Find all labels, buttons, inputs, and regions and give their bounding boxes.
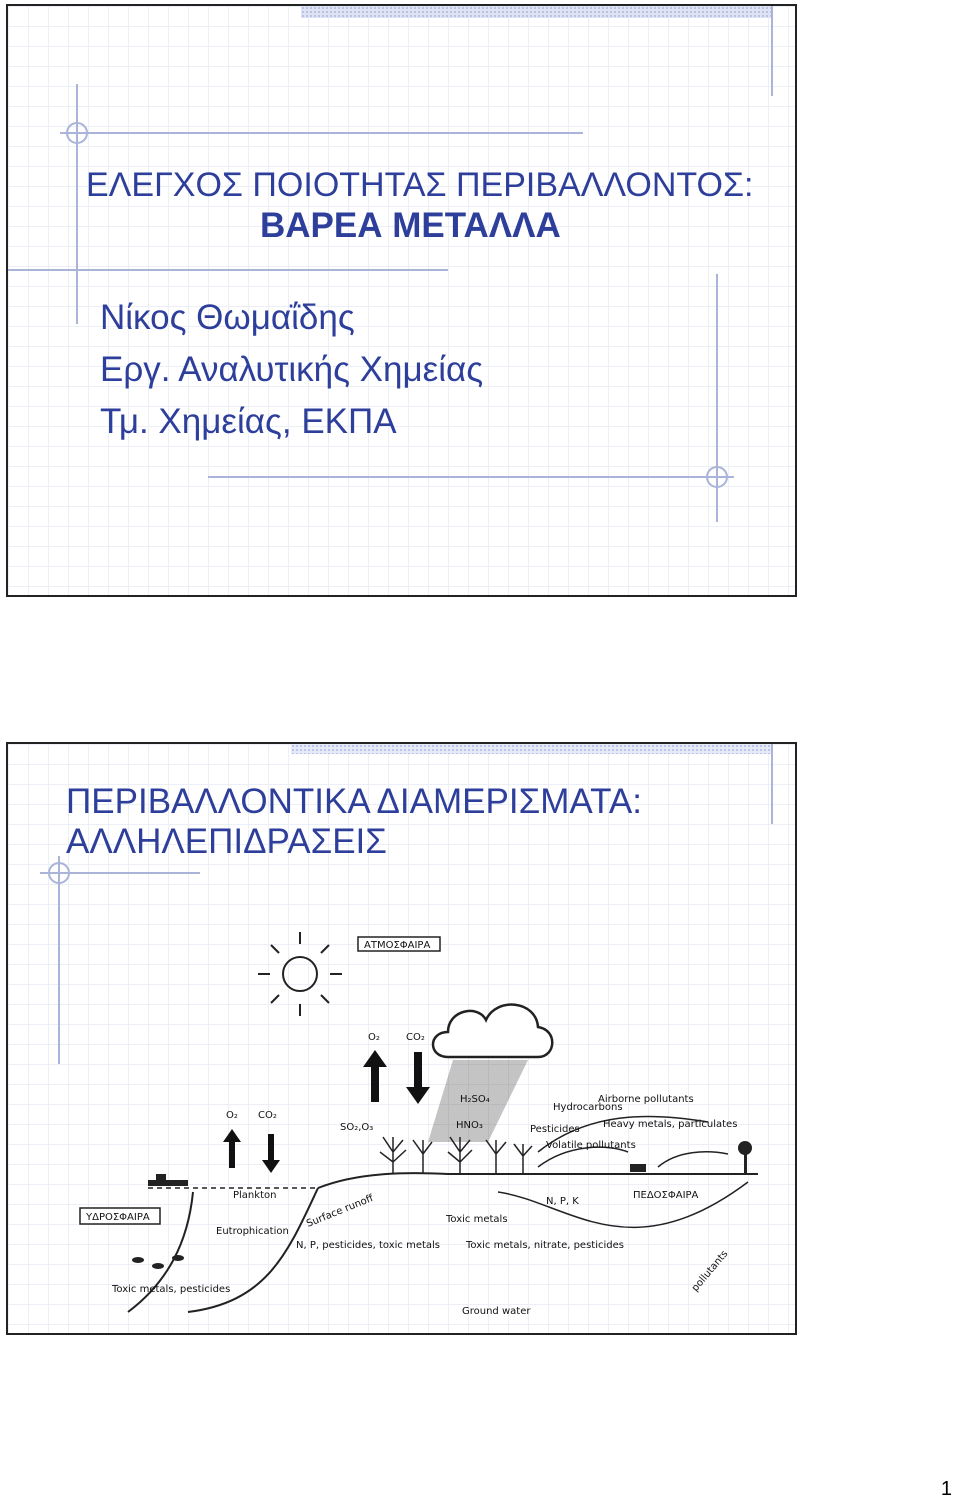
o2-up-arrow-icon [363,1050,387,1102]
pollutants-right-label: pollutants [689,1248,731,1294]
slide-title [66,782,642,862]
surface-runoff-label: Surface runoff [305,1192,376,1230]
groundwater-flow-line [498,1182,748,1227]
vehicle-icon [630,1164,646,1172]
environmental-compartments-diagram [68,882,768,1322]
hydrocarbons-label: Hydrocarbons [553,1102,623,1113]
title-slide [6,4,797,597]
pedosphere-label: ΠΕΔΟΣΦΑΙΡΑ [633,1190,699,1201]
lab-name: Εργ. Αναλυτικής Χημείας [100,350,484,389]
ground-surface-line [318,1173,758,1188]
boat-icon [148,1174,188,1186]
atmosphere-label: ΑΤΜΟΣΦΑΙΡΑ [364,940,431,951]
page-number: 1 [940,1478,952,1500]
decorative-line [58,864,60,1064]
decorative-line [8,269,448,271]
slide-title-line1: ΠΕΡΙΒΑΛΛΟΝΤΙΚΑ ΔΙΑΜΕΡΙΣΜΑΤΑ: [66,782,642,821]
slide-title-line1: ΕΛΕΓΧΟΣ ΠΟΙΟΤΗΤΑΣ ΠΕΡΙΒΑΛΛΟΝΤΟΣ: [86,166,754,204]
o2-left-up-arrow-icon [223,1129,241,1168]
co2-left-label: CO₂ [258,1110,277,1121]
npk-label: N, P, K [546,1196,579,1207]
hydrosphere-label: ΥΔΡΟΣΦΑΙΡΑ [86,1212,150,1223]
decorative-band [291,744,771,754]
fish-icon [132,1255,184,1269]
toxic-left-label: Toxic metals, pesticides [112,1284,231,1295]
tree-icon [738,1141,752,1174]
o2-left-label: O₂ [226,1110,238,1121]
department-name: Τμ. Χημείας, ΕΚΠΑ [100,402,397,441]
co2-top-label: CO₂ [406,1032,425,1043]
cloud-icon [433,1005,552,1057]
slide-title-line2: ΑΛΛΗΛΕΠΙΔΡΑΣΕΙΣ [66,822,387,861]
decorative-line [208,476,733,478]
o2-top-label: O₂ [368,1032,380,1043]
author-name: Νίκος Θωμαΐδης [100,298,355,337]
co2-down-arrow-icon [406,1052,430,1104]
airborne-label: Airborne pollutants [598,1094,694,1105]
plankton-label: Plankton [233,1190,277,1201]
decorative-line [771,6,773,96]
plants-icon [380,1137,532,1174]
crosshair-icon [48,862,70,884]
ground-water-label: Ground water [462,1306,531,1317]
decorative-line [771,744,773,824]
co2-left-down-arrow-icon [262,1134,280,1173]
slide-title-line2: ΒΑΡΕΑ ΜΕΤΑΛΛΑ [260,206,561,245]
toxic-right-label: Toxic metals, nitrate, pesticides [466,1240,624,1251]
npk-left-label: N, P, pesticides, toxic metals [296,1240,441,1251]
decorative-band [301,6,771,18]
crosshair-icon [706,466,728,488]
heavy-metals-label: Heavy metals, particulates [603,1119,738,1130]
pesticides-top-label: Pesticides [530,1124,580,1135]
h2so4-label: H₂SO₄ [460,1094,490,1105]
decorative-line [68,132,583,134]
so2-label: SO₂,O₃ [340,1122,374,1133]
volatile-label: Volatile pollutants [546,1140,636,1151]
compartments-slide [6,742,797,1335]
particulates-arc [658,1152,728,1167]
hno3-label: HNO₃ [456,1120,483,1131]
crosshair-icon [66,122,88,144]
eutrophication-label: Eutrophication [216,1226,289,1237]
sun-icon [258,932,342,1016]
toxic-soil-label: Toxic metals [446,1214,508,1225]
